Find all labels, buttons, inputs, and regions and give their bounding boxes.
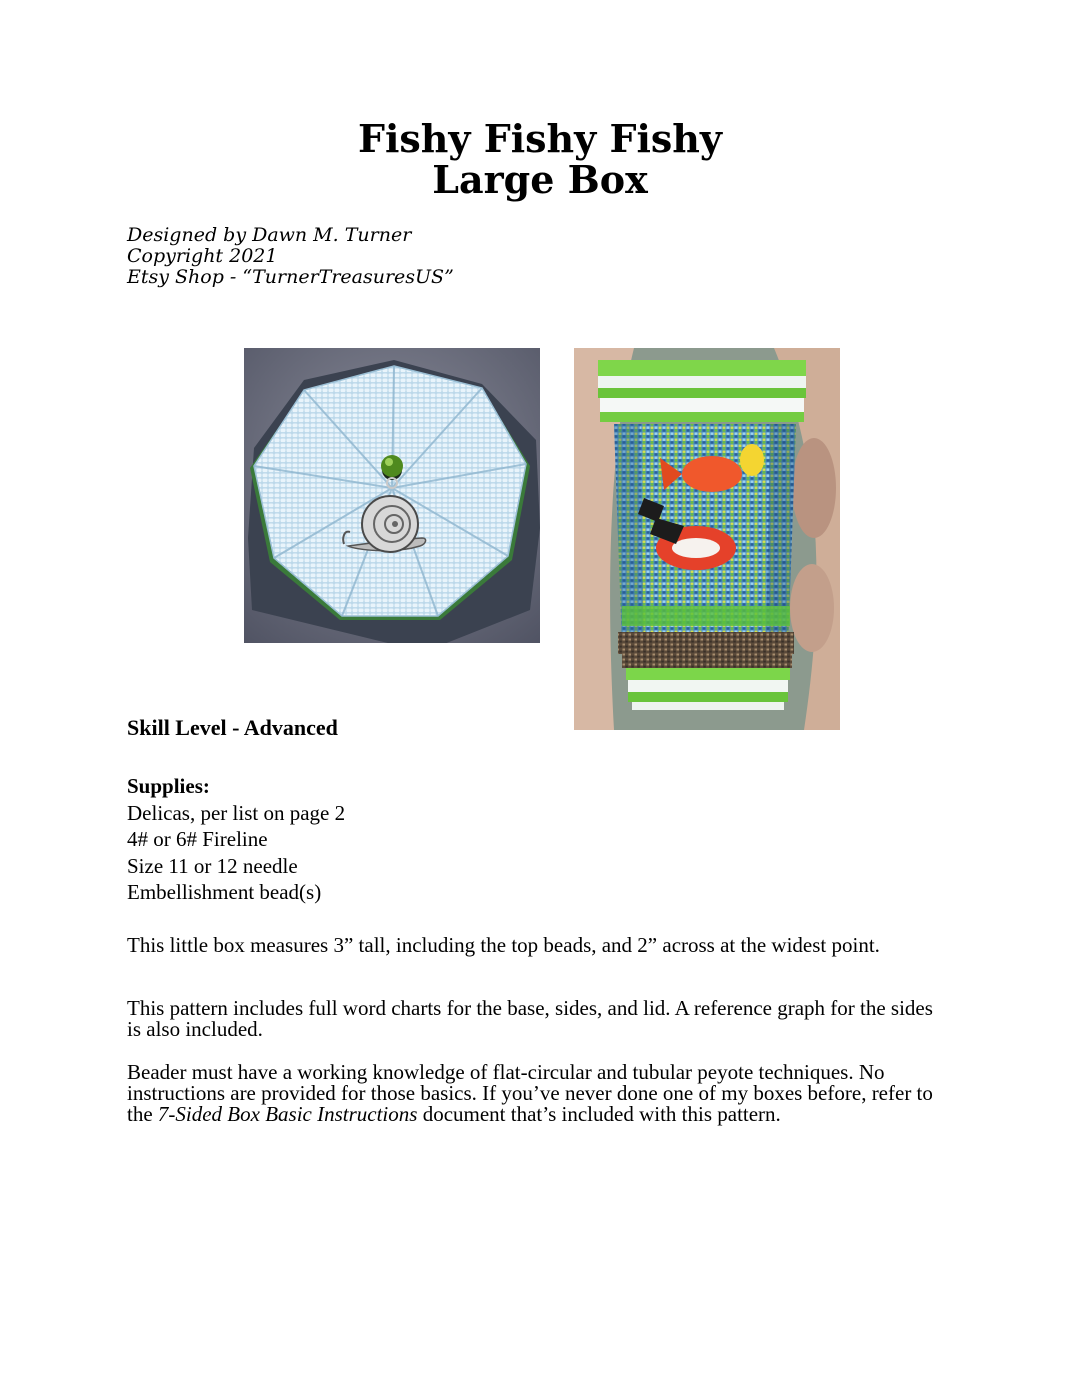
title-line-1: Fishy Fishy Fishy xyxy=(357,116,722,161)
page-title xyxy=(0,118,1080,200)
basic-instructions-reference: 7-Sided Box Basic Instructions xyxy=(157,1102,418,1126)
copyright-line: Copyright 2021 xyxy=(127,245,278,267)
shop-line: Etsy Shop - “TurnerTreasuresUS” xyxy=(127,266,454,288)
requirements-text-start: Beader must have a working knowledge of flat-circular and tubular peyote techniques. No instructions are provided for those basics. If you’ve never done one of my boxes before, refer to the xyxy=(127,1060,933,1126)
supply-item: Delicas, per list on page 2 xyxy=(127,800,346,825)
credits-block xyxy=(127,225,454,288)
requirements-paragraph xyxy=(127,1062,947,1125)
charts-paragraph: This pattern includes full word charts for the base, sides, and lid. A reference graph for the sides is also included. xyxy=(127,996,933,1041)
box-side-photo xyxy=(574,348,840,730)
supplies-list xyxy=(127,773,345,906)
designer-credit: Designed by Dawn M. Turner xyxy=(127,224,412,246)
skill-level: Skill Level - Advanced xyxy=(127,715,338,740)
embellishment-bead xyxy=(381,455,403,480)
supplies-header: Supplies: xyxy=(127,774,210,798)
supply-item: Size 11 or 12 needle xyxy=(127,853,298,878)
requirements-text-end: document that’s included with this pattern. xyxy=(417,1102,781,1126)
title-line-2: Large Box xyxy=(432,157,648,202)
size-paragraph: This little box measures 3” tall, including the top beads, and 2” across at the widest point. xyxy=(127,933,880,957)
supply-item: Embellishment bead(s) xyxy=(127,880,322,904)
supply-item: 4# or 6# Fireline xyxy=(127,827,268,851)
box-lid-photo xyxy=(244,348,540,643)
